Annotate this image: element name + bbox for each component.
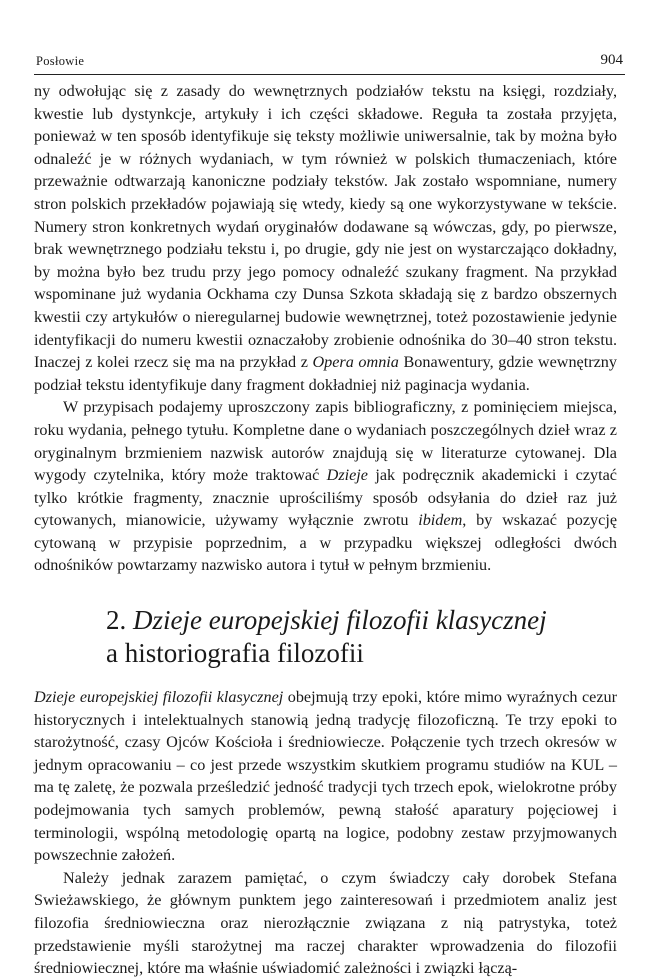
book-page [34, 0, 625, 978]
paragraph-1 [34, 80, 617, 396]
dzieje-title: Dzieje [326, 466, 368, 485]
section-number: 2. [106, 605, 127, 635]
running-title: Posłowie [36, 54, 85, 68]
section-text [34, 686, 617, 980]
body-text [34, 80, 617, 577]
paragraph-2-text-after: , by wskazać pozycję cytowaną w przypisie poprzednim, a w przypadku większej odległości dwóch odnośników powtarzamy nazwisko autora i tytuł w pełnym brzmieniu. [34, 511, 618, 575]
paragraph-1-text-after: Bonawentury, gdzie wewnętrzny podział tekstu identyfikuje dany fragment dokładniej niż paginacja wydania. [34, 353, 617, 394]
paragraph-2 [34, 396, 617, 577]
section-paragraph-2 [34, 867, 617, 980]
section-paragraph-2-text: Należy jednak zarazem pamiętać, o czym świadczy cały dorobek Stefana Swieżawskiego, że głównym punktem jego zainteresowań i przedmiotem analiz jest filozofia średniowieczna oraz nierozłącznie związana z nią patrystyka, toteż przedstawienie myśli starożytnej ma raczej charakter wprowadzenia do filozofii średniowiecznej, które ma właśnie uświadomić zależności i związki łączą- [34, 868, 617, 978]
section-paragraph-1-text: obejmują trzy epoki, które mimo wyraźnych cezur historycznych i intelektualnych stanowią jedną tradycję filozoficzną. Te trzy epoki to starożytność, czasy Ojców Kościoła i średniowiecze. Połączenie tych trzech okresów w jednym opracowaniu – co jest przede wszystkim skutkiem programu studiów na KUL – ma tę zaletę, że pozwala prześledzić jedność tradycji tych trzech epok, wielokrotne próby podejmowania tych samych problemów, pewną stałość aparatury pojęciowej i terminologii, wspólną metodologię opartą na logice, podobny zestaw przyjmowanych powszechnie założeń. [34, 688, 617, 865]
paragraph-2-text-before: W przypisach podajemy uproszczony zapis bibliograficzny, z pominięciem miejsca, roku wydania, pełnego tytułu. Kompletne dane o wydaniach poszczególnych dzieł wraz z oryginalnym brzmieniem nazwisk autorów znajdują się w literaturze cytowanej. Dla wygody czytelnika, który może traktować [34, 398, 617, 485]
paragraph-1-text: ny odwołując się z zasady do wewnętrznych podziałów tekstu na księgi, rozdziały, kwestie lub dystynkcje, artykuły i ich części składowe. Reguła ta została przyjęta, ponieważ w ten sposób identyfikuje się teksty możliwie uniwersalnie, tak by można było odnaleźć je w różnych wydaniach, w tym również w polskich tłumaczeniach, które przeważnie odtwarzają kanoniczne podziały tekstów. Jak zostało wspomniane, numery stron polskich przekładów pojawiają się wtedy, kiedy są one wykorzystywane w tekście. Numery stron konkretnych wydań oryginałów dodawane są wówczas, gdy, po pierwsze, brak wewnętrznego podziału tekstu i, po drugie, gdy nie jest on wystarczająco dokładny, by można było bez trudu przy jego pomocy odnaleźć szukany fragment. Na przykład wspominane już wydania Ockhama czy Dunsa Szkota składają się z bardzo obszernych kwestii czy artykułów o nieregularnej budowie wewnętrznej, toteż pozostawienie jedynie identyfikacji do numeru kwestii oznaczałoby zrobienie odnośnika do 30–40 stron tekstu. Inaczej z kolei rzecz się ma na przykład z [34, 82, 617, 372]
running-header [34, 52, 625, 75]
section-title-italic: Dzieje europejskiej filozofii klasycznej [133, 605, 547, 635]
page-number: 904 [600, 52, 623, 68]
section-title-rest: a historiografia filozofii [106, 638, 364, 668]
paragraph-2-text-middle: jak podręcznik akademicki i czytać tylko krótkie fragmenty, znacznie uprościliśmy sposób odsyłania do dzieł raz już cytowanych, mianowicie, używamy wyłącznie zwrotu [34, 466, 617, 530]
opera-omnia-title: Opera omnia [312, 353, 399, 372]
section-work-title: Dzieje europejskiej filozofii klasycznej [34, 688, 284, 706]
section-paragraph-1 [34, 686, 617, 867]
ibidem-term: ibidem [418, 511, 463, 530]
section-heading [106, 604, 626, 670]
